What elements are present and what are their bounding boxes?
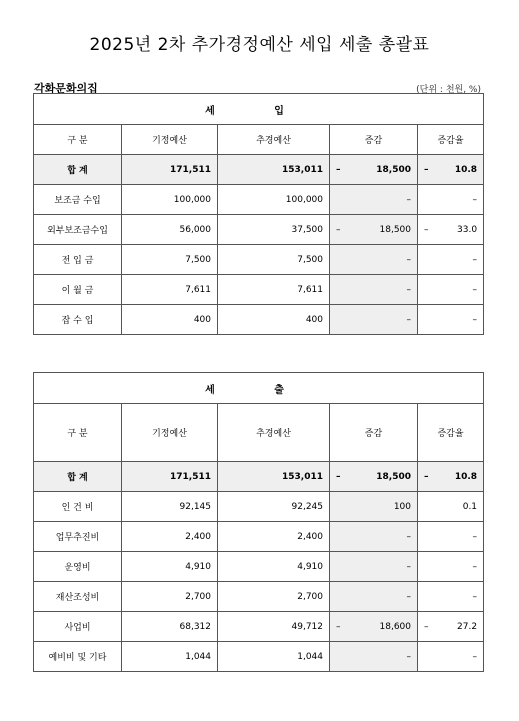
- header-gubun: 구 분: [34, 404, 122, 462]
- base-value: 2,400: [122, 522, 218, 552]
- rate-amount: 27.2: [457, 621, 478, 632]
- base-value: 1,044: [122, 642, 218, 672]
- row-label: 외부보조금수입: [34, 215, 122, 245]
- expense-section-title: 세 출: [34, 373, 484, 404]
- change-value: [330, 612, 418, 642]
- rate-sign: –: [424, 164, 429, 175]
- change-value: [330, 185, 418, 215]
- change-value: [330, 275, 418, 305]
- revised-value: 49,712: [218, 612, 330, 642]
- row-label: 합 계: [34, 155, 122, 185]
- change-amount: 100: [393, 501, 411, 512]
- header-change: 증감: [330, 125, 418, 155]
- revised-value: 100,000: [218, 185, 330, 215]
- header-rate: 증감율: [418, 404, 484, 462]
- rate-amount: –: [472, 254, 478, 265]
- table-row: [34, 462, 484, 492]
- header-base: 기정예산: [122, 404, 218, 462]
- change-sign: –: [336, 471, 341, 482]
- rate-amount: –: [472, 314, 478, 325]
- rate-amount: 10.8: [454, 164, 478, 175]
- base-value: 68,312: [122, 612, 218, 642]
- rate-sign: –: [424, 224, 429, 235]
- rate-value: [418, 552, 484, 582]
- row-label: 운영비: [34, 552, 122, 582]
- row-label: 합 계: [34, 462, 122, 492]
- rate-value: [418, 275, 484, 305]
- rate-amount: –: [472, 284, 478, 295]
- base-value: 4,910: [122, 552, 218, 582]
- revised-value: 153,011: [218, 462, 330, 492]
- revised-value: 7,611: [218, 275, 330, 305]
- row-label: 이 월 금: [34, 275, 122, 305]
- change-amount: –: [406, 254, 411, 265]
- row-label: 인 건 비: [34, 492, 122, 522]
- unit-note: (단위 : 천원, %): [416, 85, 481, 95]
- rate-amount: 0.1: [462, 501, 478, 512]
- change-amount: –: [406, 531, 411, 542]
- rate-value: [418, 522, 484, 552]
- table-row: [34, 155, 484, 185]
- table-row: [34, 245, 484, 275]
- change-amount: 18,500: [376, 164, 411, 175]
- base-value: 56,000: [122, 215, 218, 245]
- change-amount: –: [406, 284, 411, 295]
- rate-value: [418, 245, 484, 275]
- rate-sign: –: [424, 621, 429, 632]
- rate-value: [418, 612, 484, 642]
- change-sign: –: [336, 621, 341, 632]
- change-amount: 18,500: [379, 224, 411, 235]
- change-value: [330, 642, 418, 672]
- row-label: 보조금 수입: [34, 185, 122, 215]
- table-row: [34, 552, 484, 582]
- base-value: 171,511: [122, 462, 218, 492]
- table-row: [34, 492, 484, 522]
- rate-value: [418, 155, 484, 185]
- base-value: 400: [122, 305, 218, 335]
- rate-amount: –: [472, 651, 478, 662]
- row-label: 잡 수 입: [34, 305, 122, 335]
- rate-amount: –: [472, 531, 478, 542]
- header-change: 증감: [330, 404, 418, 462]
- organization-name: 각화문화의집: [34, 82, 98, 95]
- change-value: [330, 155, 418, 185]
- table-row: [34, 305, 484, 335]
- revised-value: 4,910: [218, 552, 330, 582]
- change-amount: 18,600: [379, 621, 411, 632]
- revised-value: 1,044: [218, 642, 330, 672]
- change-amount: –: [406, 561, 411, 572]
- base-value: 7,611: [122, 275, 218, 305]
- change-value: [330, 492, 418, 522]
- table-row: [34, 642, 484, 672]
- row-label: 업무추진비: [34, 522, 122, 552]
- header-revised: 추경예산: [218, 404, 330, 462]
- base-value: 92,145: [122, 492, 218, 522]
- change-amount: –: [406, 651, 411, 662]
- header-revised: 추경예산: [218, 125, 330, 155]
- rate-value: [418, 492, 484, 522]
- row-label: 예비비 및 기타: [34, 642, 122, 672]
- change-value: [330, 582, 418, 612]
- rate-value: [418, 582, 484, 612]
- change-amount: –: [406, 591, 411, 602]
- table-row: [34, 582, 484, 612]
- change-sign: –: [336, 224, 341, 235]
- expense-table: [33, 372, 484, 672]
- change-value: [330, 245, 418, 275]
- change-amount: –: [406, 314, 411, 325]
- revised-value: 153,011: [218, 155, 330, 185]
- table-row: [34, 185, 484, 215]
- header-base: 기정예산: [122, 125, 218, 155]
- expense-header-row: [34, 404, 484, 462]
- revised-value: 2,400: [218, 522, 330, 552]
- base-value: 100,000: [122, 185, 218, 215]
- rate-sign: –: [424, 471, 429, 482]
- table-row: [34, 522, 484, 552]
- table-row: [34, 612, 484, 642]
- change-amount: –: [406, 194, 411, 205]
- revised-value: 92,245: [218, 492, 330, 522]
- row-label: 전 입 금: [34, 245, 122, 275]
- revised-value: 7,500: [218, 245, 330, 275]
- header-gubun: 구 분: [34, 125, 122, 155]
- revised-value: 37,500: [218, 215, 330, 245]
- change-value: [330, 462, 418, 492]
- rate-amount: –: [472, 591, 478, 602]
- revenue-header-row: [34, 125, 484, 155]
- revenue-table: [33, 93, 484, 335]
- change-value: [330, 522, 418, 552]
- rate-amount: 10.8: [454, 471, 478, 482]
- rate-value: [418, 215, 484, 245]
- revised-value: 2,700: [218, 582, 330, 612]
- rate-value: [418, 642, 484, 672]
- base-value: 2,700: [122, 582, 218, 612]
- table-row: [34, 275, 484, 305]
- row-label: 사업비: [34, 612, 122, 642]
- rate-value: [418, 185, 484, 215]
- change-value: [330, 215, 418, 245]
- change-value: [330, 305, 418, 335]
- revised-value: 400: [218, 305, 330, 335]
- table-row: [34, 215, 484, 245]
- base-value: 171,511: [122, 155, 218, 185]
- rate-amount: –: [472, 561, 478, 572]
- page-title: 2025년 2차 추가경정예산 세입 세출 총괄표: [89, 35, 430, 55]
- row-label: 재산조성비: [34, 582, 122, 612]
- rate-value: [418, 305, 484, 335]
- change-amount: 18,500: [376, 471, 411, 482]
- rate-value: [418, 462, 484, 492]
- header-rate: 증감율: [418, 125, 484, 155]
- base-value: 7,500: [122, 245, 218, 275]
- rate-amount: –: [472, 194, 478, 205]
- change-value: [330, 552, 418, 582]
- rate-amount: 33.0: [457, 224, 478, 235]
- revenue-section-title: 세 입: [34, 94, 484, 125]
- change-sign: –: [336, 164, 341, 175]
